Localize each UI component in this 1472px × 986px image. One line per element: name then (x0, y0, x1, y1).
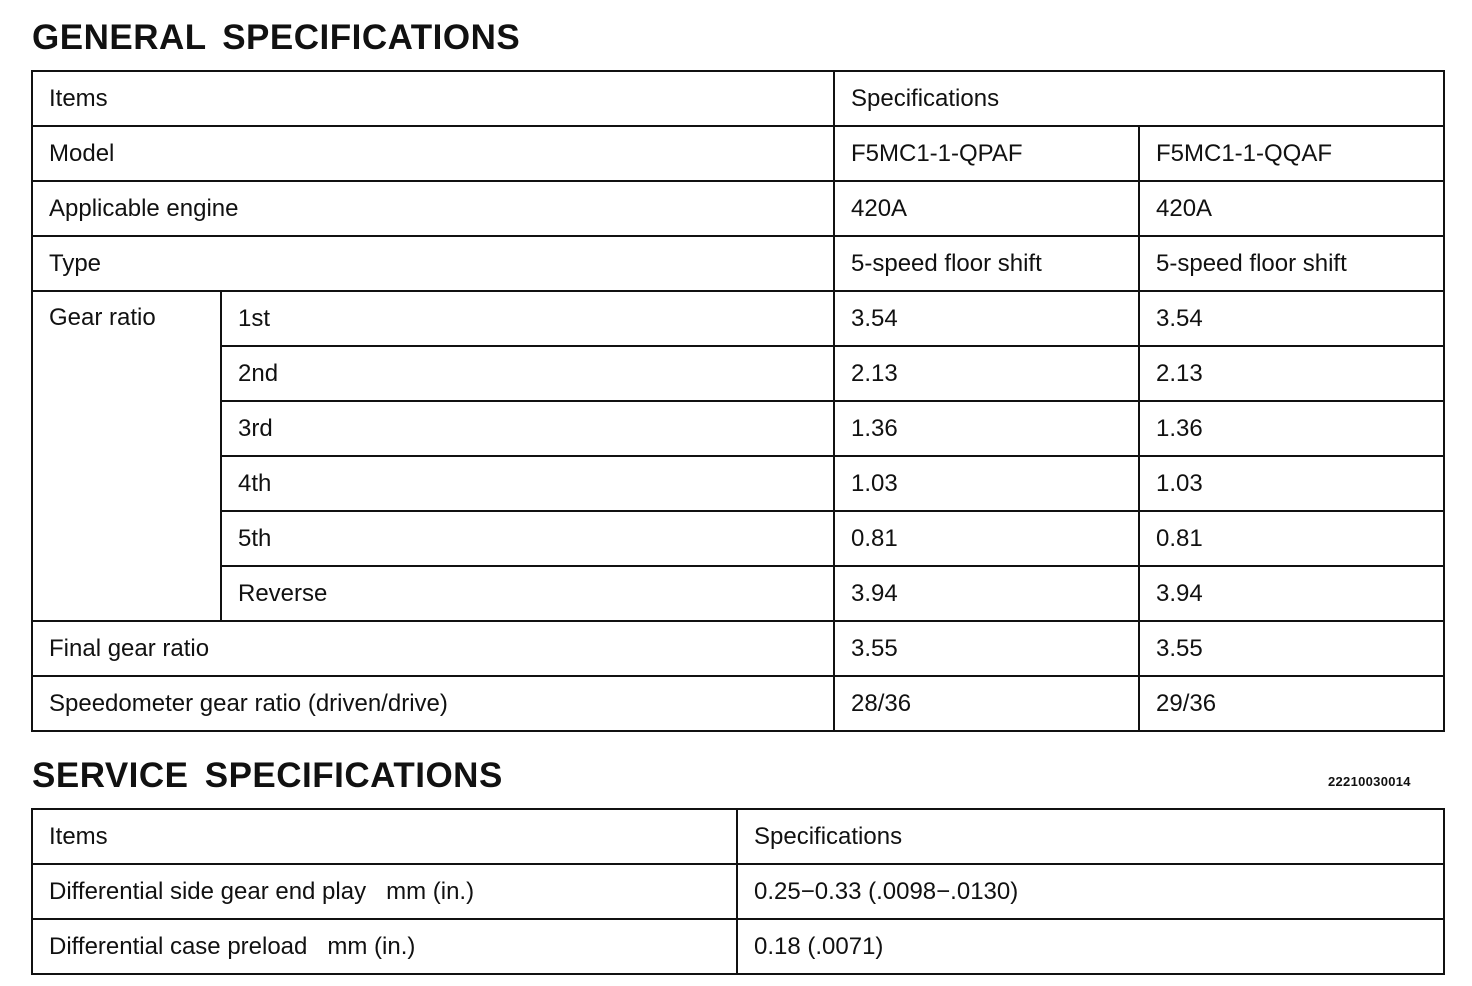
specifications-header: Specifications (737, 809, 1444, 864)
service-item-value: 0.25−0.33 (.0098−.0130) (737, 864, 1444, 919)
gear-name: 3rd (221, 401, 834, 456)
speedometer-label: Speedometer gear ratio (driven/drive) (32, 676, 834, 731)
gear-value-qpaf: 3.94 (834, 566, 1139, 621)
gear-name: 1st (221, 291, 834, 346)
header-row (32, 809, 1444, 864)
service-row (32, 919, 1444, 974)
gear-name: 2nd (221, 346, 834, 401)
gear-value-qpaf: 1.36 (834, 401, 1139, 456)
service-specifications-table (31, 808, 1445, 975)
engine-label: Applicable engine (32, 181, 834, 236)
engine-value-qpaf: 420A (834, 181, 1139, 236)
service-item-label: Differential case preload mm (in.) (32, 919, 737, 974)
gear-value-qqaf: 3.94 (1139, 566, 1444, 621)
gear-value-qqaf: 0.81 (1139, 511, 1444, 566)
type-row (32, 236, 1444, 291)
gear-value-qqaf: 2.13 (1139, 346, 1444, 401)
model-value-qqaf: F5MC1-1-QQAF (1139, 126, 1444, 181)
gear-name: 4th (221, 456, 834, 511)
gear-ratio-row (32, 291, 1444, 346)
final-gear-row (32, 621, 1444, 676)
gear-name: 5th (221, 511, 834, 566)
model-label: Model (32, 126, 834, 181)
gear-value-qqaf: 3.54 (1139, 291, 1444, 346)
gear-value-qpaf: 3.54 (834, 291, 1139, 346)
model-value-qpaf: F5MC1-1-QPAF (834, 126, 1139, 181)
speedometer-value-qpaf: 28/36 (834, 676, 1139, 731)
gear-ratio-row (32, 566, 1444, 621)
final-gear-value-qqaf: 3.55 (1139, 621, 1444, 676)
type-value-qpaf: 5-speed floor shift (834, 236, 1139, 291)
service-row (32, 864, 1444, 919)
gear-value-qpaf: 2.13 (834, 346, 1139, 401)
speedometer-row (32, 676, 1444, 731)
gear-name: Reverse (221, 566, 834, 621)
engine-value-qqaf: 420A (1139, 181, 1444, 236)
engine-row (32, 181, 1444, 236)
gear-ratio-row (32, 401, 1444, 456)
gear-value-qpaf: 0.81 (834, 511, 1139, 566)
document-code: 22210030014 (1328, 774, 1411, 789)
gear-ratio-row (32, 346, 1444, 401)
service-item-label: Differential side gear end play mm (in.) (32, 864, 737, 919)
items-header: Items (32, 809, 737, 864)
gear-ratio-row (32, 511, 1444, 566)
header-row (32, 71, 1444, 126)
model-row (32, 126, 1444, 181)
gear-ratio-row (32, 456, 1444, 511)
type-value-qqaf: 5-speed floor shift (1139, 236, 1444, 291)
gear-value-qpaf: 1.03 (834, 456, 1139, 511)
gear-value-qqaf: 1.03 (1139, 456, 1444, 511)
general-specifications-title: GENERAL SPECIFICATIONS (32, 18, 521, 57)
type-label: Type (32, 236, 834, 291)
final-gear-value-qpaf: 3.55 (834, 621, 1139, 676)
service-item-value: 0.18 (.0071) (737, 919, 1444, 974)
gear-value-qqaf: 1.36 (1139, 401, 1444, 456)
items-header: Items (32, 71, 834, 126)
gear-ratio-label: Gear ratio (32, 291, 221, 621)
service-specifications-title: SERVICE SPECIFICATIONS (32, 756, 503, 795)
speedometer-value-qqaf: 29/36 (1139, 676, 1444, 731)
final-gear-label: Final gear ratio (32, 621, 834, 676)
general-specifications-table (31, 70, 1445, 732)
specifications-header: Specifications (834, 71, 1444, 126)
